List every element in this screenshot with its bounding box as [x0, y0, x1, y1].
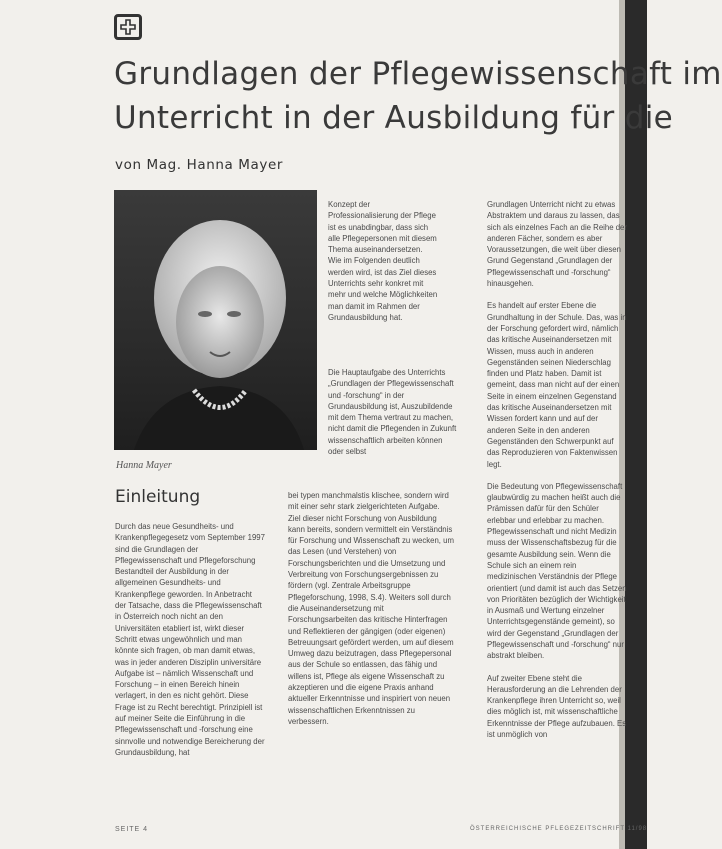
paragraph: Es handelt auf erster Ebene die Grundhaltung in der Schule. Das, was in der Forschung gefordert wird, nämlich das kritische Auseinandersetzen mit Wissen, muss auch in anderen Gegenständen seinen Niederschlag finden und Platz haben. Damit ist gemeint, dass man nicht auf der einen Seite in einem einzelnen Gegenstand das kritische Auseinandersetzen mit Wissen fordert kann und auf der anderen Seite in den anderen Gegenständen den Schwerpunkt auf das Reproduzieren von Faktenwissen legt. — [487, 301, 627, 469]
column-2-bottom — [288, 490, 454, 738]
author-byline: von Mag. Hanna Mayer — [115, 157, 284, 173]
cross-logo-icon — [114, 14, 142, 40]
paragraph: bei typen manchmalstis klischee, sondern wird mit einer sehr stark zielgerichteten Aufgabe. Ziel dieser nicht Forschung von Ausbildung kann bereits, sondern vermittelt ein Verständnis für Forschung und Wissenschaft zu wecken, um das Lesen (und Verstehen) von Forschungsberichten und die Umsetzung und Verbreitung von Forschungsergebnissen zu fördern (vgl. Zentrale Arbeitsgruppe Pflegeforschung, 1998, S.4). Weiters soll durch die Auseinandersetzung mit Forschungsarbeiten das kritische Hinterfragen und Reflektieren der gängigen (oder eigenen) Betreuungsart gefördert werden, um auf diesem Umweg dazu beizutragen, dass Pflegepersonal aus der Schule so entlassen, das fähig und willens ist, Pflege als eigene Wissenschaft zu akzeptieren und die eigene Praxis anhand aktueller Erkenntnisse und inspiriert von neuen wissenschaftlichen Erkenntnissen zu verbessern. — [288, 491, 454, 726]
title-line-1: Grundlagen der Pflegewissenschaft im — [114, 56, 722, 92]
paragraph: Konzept der Professionalisierung der Pflege ist es unabdingbar, dass sich alle Pflegepersonen mit diesem Thema auseinandersetzen. Wie im Folgenden deutlich werden wird, ist das Ziel dieses Unterrichts sehr konkret mit mehr und welche Möglichkeiten man damit im Rahmen der Grundausbildung hat. — [328, 200, 438, 322]
paragraph: Die Bedeutung von Pflegewissenschaft glaubwürdig zu machen heißt auch die Prämissen dafür für den Schüler erlebbar und erlebbar zu machen. Pflegewissenschaft und nicht Medizin muss der Wissenschaftsbezug für die gesamte Ausbildung sein. Wenn die Schule sich an einem rein medizinischen Verständnis der Pflege orientiert (und damit ist auch das Setzen von Prioritäten bezüglich der Wichtigkeit in Ausmaß und Wertung einzelner Unterrichtsgegenstände gemeint), so wird der Gegenstand „Grundlagen der Pflegewissenschaft und -forschung“ nur abstrakt bleiben. — [487, 481, 627, 661]
section-heading: Einleitung — [115, 487, 201, 507]
paragraph: Durch das neue Gesundheits- und Krankenpflegegesetz vom September 1997 sind die Grundlagen der Pflegewissenschaft und Pflegeforschung Bestandteil der Ausbildung in der allgemeinen Gesundheits- und Krankenpflege geworden. In Anbetracht der Tatsache, dass die Pflegewissenschaft in Österreich noch nicht an den Universitäten etabliert ist, wirkt dieser Schritt etwas ungewöhnlich und man könnte sich fragen, ob man damit etwas, was in jeder anderen Disziplin universitäre Aufgabe ist – nämlich Wissenschaft und Forschung – in einen Bereich hinein verlagert, in den es nicht gehört. Diese Frage ist zu Recht berechtigt. Prinzipiell ist auf meiner Seite die Einführung in die Pflegewissenschaft und -forschung eine sinnvolle und notwendige Bereicherung der Grundausbildung, hat — [115, 522, 265, 757]
column-3 — [487, 199, 627, 751]
column-2-top — [328, 199, 438, 334]
paragraph: Grundlagen Unterricht nicht zu etwas Abstraktem und daraus zu lassen, das sich als einzelnes Fach an die Reihe der anderen Fächer, sondern es aber Voraussetzungen, die weit über diesen Grund Gegenstand „Grundlagen der Pflegewissenschaft und -forschung“ hinausgehen. — [487, 200, 627, 289]
paragraph: Die Hauptaufgabe des Unterrichts „Grundlagen der Pflegewissenschaft und -forschung“ in der Grundausbildung ist, Auszubildende mit dem Thema vertraut zu machen, nicht damit die Pflegenden in Zukunft wissenschaftlich arbeiten können oder selbst — [328, 368, 457, 457]
column-2-middle — [328, 367, 458, 468]
page-number: SEITE 4 — [115, 826, 149, 833]
paragraph: Auf zweiter Ebene steht die Herausforderung an die Lehrenden der Krankenpflege ihren Unterricht so, weil dies möglich ist, mit wissenschaftliche Erkenntnisse der Pflege aufzubauen. Es ist unmöglich von — [487, 673, 627, 740]
column-1 — [115, 521, 265, 769]
journal-footer: ÖSTERREICHISCHE PFLEGEZEITSCHRIFT 11/98 — [470, 826, 648, 832]
title-line-2: Unterricht in der Ausbildung für die — [114, 100, 674, 136]
author-portrait — [114, 190, 317, 450]
article-title — [114, 52, 722, 140]
photo-caption: Hanna Mayer — [116, 460, 172, 471]
